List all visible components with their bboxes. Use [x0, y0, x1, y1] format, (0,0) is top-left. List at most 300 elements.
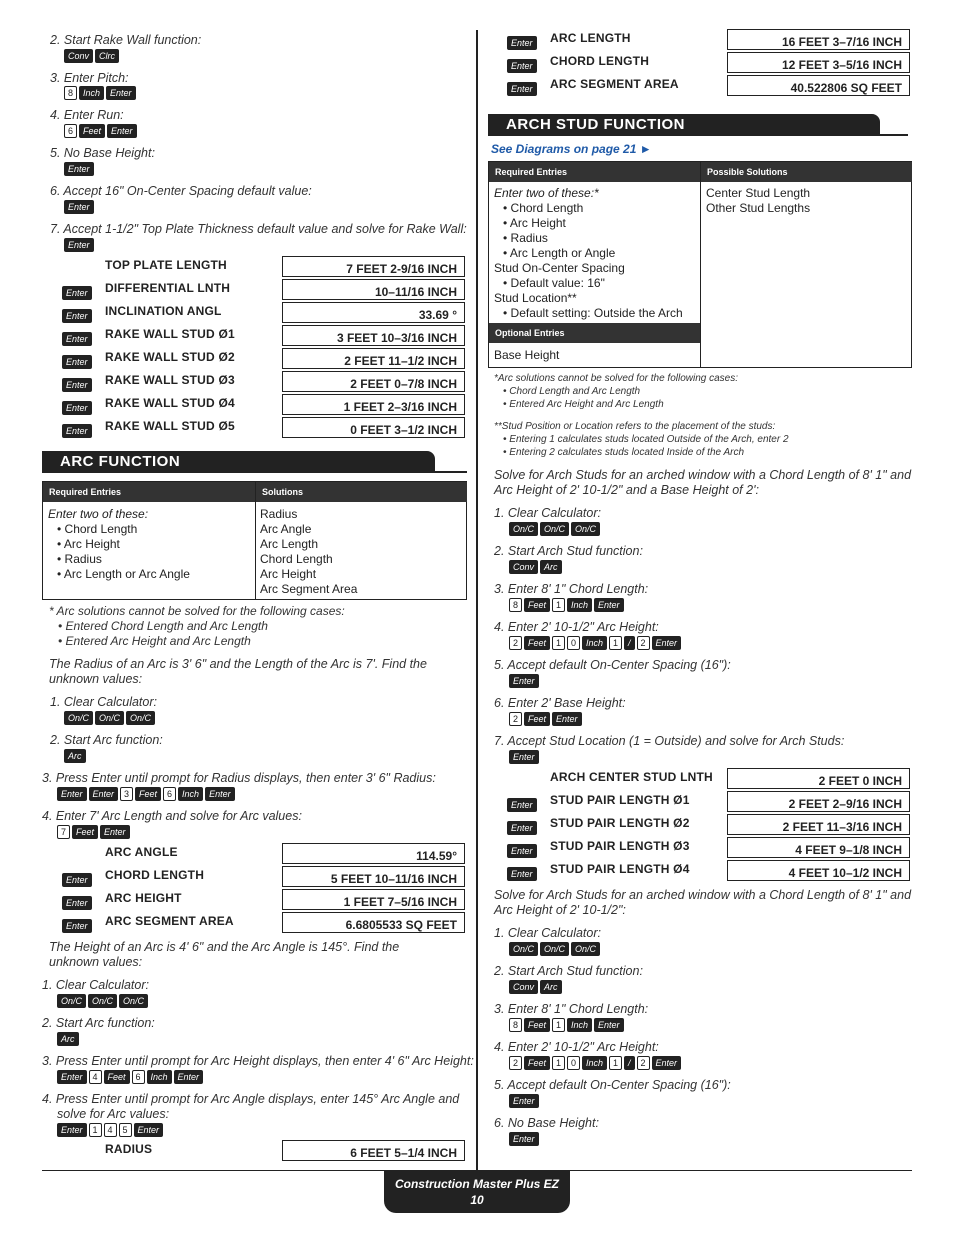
- stud-header-solutions: Possible Solutions: [701, 162, 912, 182]
- stud-ex1-step-7: 7. Accept Stud Location (1 = Outside) and solve for Arch Studs:: [494, 734, 845, 748]
- enter-key-icon: [62, 306, 92, 324]
- text-line: **Stud Position or Location refers to the placement of the studs:: [494, 421, 776, 432]
- key-4-button: 4: [104, 1123, 117, 1137]
- key-1-button: 1: [609, 636, 622, 650]
- enter-key-icon: [507, 56, 537, 74]
- stud-ex1-step-1: 1. Clear Calculator:: [494, 506, 601, 520]
- text-line: Arc Angle: [260, 522, 312, 536]
- arc-ex1-step-3: 3. Press Enter until prompt for Radius displays, then enter 3' 6" Radius:: [42, 771, 436, 785]
- rake-step-3-keys: [64, 86, 136, 100]
- stud-ex1-step-3-keys: [509, 598, 624, 612]
- key-8-button: 8: [509, 598, 522, 612]
- result-row: [487, 837, 912, 860]
- key-enter-button: Enter: [552, 712, 582, 726]
- text-line: The Height of an Arc is 4' 6" and the Arc Angle is 145°. Find the: [49, 940, 400, 954]
- text-line: • Default value: 16": [503, 276, 605, 290]
- enter-key-icon: [62, 916, 92, 934]
- key-enter-button: Enter: [509, 674, 539, 688]
- rake-step-7-keys: [64, 238, 94, 252]
- stud-ex1-step-1-keys: [509, 522, 600, 536]
- key-enter-button: Enter: [507, 82, 537, 96]
- stud-ex2-step-2: 2. Start Arch Stud function:: [494, 964, 643, 978]
- display-value: 12 FEET 3–5/16 INCH: [727, 52, 910, 73]
- rake-step-4-keys: [64, 124, 137, 138]
- key-enter-button: Enter: [62, 309, 92, 323]
- key-6-button: 6: [163, 787, 176, 801]
- arc-ex1-step-4-keys: [57, 825, 130, 839]
- key-enter-button: Enter: [62, 286, 92, 300]
- key-feet-button: Feet: [524, 636, 550, 650]
- key-clrc-button: Clrc: [95, 49, 119, 63]
- key-feet-button: Feet: [524, 598, 550, 612]
- arch-stud-entries-table: [488, 161, 912, 368]
- text-line: Other Stud Lengths: [706, 201, 811, 215]
- result-row: [42, 256, 467, 279]
- key---button: /: [624, 636, 635, 650]
- result-label: RAKE WALL STUD Ø2: [105, 350, 235, 364]
- result-label: DIFFERENTIAL LNTH: [105, 281, 231, 295]
- key-arc-button: Arc: [540, 980, 562, 994]
- key-1-button: 1: [552, 1018, 565, 1032]
- text-line: • Chord Length: [57, 522, 138, 536]
- key-2-button: 2: [509, 636, 522, 650]
- enter-key-icon: [507, 795, 537, 813]
- key-1-button: 1: [609, 1056, 622, 1070]
- text-line: unknown values:: [49, 672, 143, 686]
- text-line: • Chord Length and Arc Length: [503, 386, 641, 397]
- display-value: 10–11/16 INCH: [282, 279, 465, 300]
- arc-ex1-step-1: 1. Clear Calculator:: [50, 695, 157, 709]
- result-label: RAKE WALL STUD Ø1: [105, 327, 235, 341]
- key-conv-button: Conv: [64, 49, 93, 63]
- display-value: 2 FEET 11–3/16 INCH: [727, 814, 910, 835]
- stud-required-list: [494, 186, 683, 321]
- rake-step-5-keys: [64, 162, 94, 176]
- result-row: [487, 768, 912, 791]
- key-feet-button: Feet: [135, 787, 161, 801]
- result-label: ARC SEGMENT AREA: [550, 77, 679, 91]
- stud-optional-entry: Base Height: [494, 348, 560, 362]
- text-line: • Arc Length or Arc Angle: [57, 567, 190, 581]
- stud-ex2-step-6: 6. No Base Height:: [494, 1116, 599, 1130]
- key-enter-button: Enter: [507, 844, 537, 858]
- key-feet-button: Feet: [524, 1018, 550, 1032]
- enter-key-icon: [62, 329, 92, 347]
- key-enter-button: Enter: [507, 798, 537, 812]
- enter-key-icon: [62, 398, 92, 416]
- display-value: 4 FEET 9–1/8 INCH: [727, 837, 910, 858]
- stud-table-divider: [700, 162, 701, 367]
- rake-step-5: 5. No Base Height:: [50, 146, 155, 160]
- text-line: Chord Length: [260, 552, 333, 566]
- key-enter-button: Enter: [107, 124, 137, 138]
- result-row: [42, 348, 467, 371]
- result-row: [42, 843, 467, 866]
- result-row: [487, 75, 912, 98]
- arch-stud-banner-rule: [488, 134, 908, 136]
- text-line: Stud On-Center Spacing: [494, 261, 625, 275]
- key-enter-button: Enter: [62, 378, 92, 392]
- page-footer: [384, 1171, 570, 1213]
- result-label: CHORD LENGTH: [105, 868, 205, 882]
- key-inch-button: Inch: [582, 636, 607, 650]
- key-enter-button: Enter: [594, 598, 624, 612]
- key-2-button: 2: [637, 1056, 650, 1070]
- column-divider: [476, 30, 478, 1170]
- see-diagrams-link[interactable]: See Diagrams on page 21 ►: [491, 142, 652, 156]
- key-arc-button: Arc: [57, 1032, 79, 1046]
- key-8-button: 8: [509, 1018, 522, 1032]
- stud-ex2-step-4: 4. Enter 2' 10-1/2" Arc Height:: [494, 1040, 659, 1054]
- text-line: * Arc solutions cannot be solved for the following cases:: [49, 604, 345, 618]
- result-row: [42, 866, 467, 889]
- stud-ex2-step-1: 1. Clear Calculator:: [494, 926, 601, 940]
- arc-ex2-step-2-keys: [57, 1032, 79, 1046]
- arc-ex2-step-1: 1. Clear Calculator:: [42, 978, 149, 992]
- result-label: ARCH CENTER STUD LNTH: [550, 770, 713, 784]
- arc-example-1-intro: [49, 657, 427, 687]
- result-label: RAKE WALL STUD Ø4: [105, 396, 235, 410]
- stud-ex1-step-5: 5. Accept default On-Center Spacing (16"):: [494, 658, 731, 672]
- key-on-c-button: On/C: [509, 522, 538, 536]
- text-line: • Entered Arc Height and Arc Length: [58, 634, 251, 648]
- result-row: [42, 325, 467, 348]
- rake-step-6: 6. Accept 16" On-Center Spacing default value:: [50, 184, 312, 198]
- result-row: [487, 52, 912, 75]
- enter-key-icon: [62, 421, 92, 439]
- result-row: [487, 791, 912, 814]
- key-enter-button: Enter: [652, 636, 682, 650]
- stud-header-required: Required Entries: [489, 162, 700, 182]
- key-6-button: 6: [132, 1070, 145, 1084]
- key-enter-button: Enter: [62, 424, 92, 438]
- enter-key-icon: [62, 283, 92, 301]
- text-line: • Arc Height: [503, 216, 566, 230]
- text-line: Enter two of these:*: [494, 186, 599, 200]
- page-number: 10: [470, 1193, 484, 1207]
- result-row: [42, 417, 467, 440]
- key-enter-button: Enter: [62, 332, 92, 346]
- arc-ex2-step-2: 2. Start Arc function:: [42, 1016, 155, 1030]
- key-inch-button: Inch: [178, 787, 203, 801]
- arc-header-solutions: Solutions: [256, 482, 467, 502]
- display-value: 16 FEET 3–7/16 INCH: [727, 29, 910, 50]
- arc-required-list: [48, 507, 190, 582]
- key-inch-button: Inch: [582, 1056, 607, 1070]
- result-label: RAKE WALL STUD Ø5: [105, 419, 235, 433]
- stud-ex1-step-6: 6. Enter 2' Base Height:: [494, 696, 626, 710]
- key-enter-button: Enter: [652, 1056, 682, 1070]
- arc-ex2-step-4: [42, 1092, 459, 1122]
- key-enter-button: Enter: [507, 36, 537, 50]
- key-enter-button: Enter: [507, 821, 537, 835]
- key-on-c-button: On/C: [57, 994, 86, 1008]
- key-5-button: 5: [119, 1123, 132, 1137]
- arc-ex1-step-2-keys: [64, 749, 86, 763]
- stud-ex2-step-5: 5. Accept default On-Center Spacing (16"):: [494, 1078, 731, 1092]
- text-line: • Arc Length or Angle: [503, 246, 616, 260]
- display-value: 2 FEET 2–9/16 INCH: [727, 791, 910, 812]
- result-label: STUD PAIR LENGTH Ø2: [550, 816, 690, 830]
- display-value: 1 FEET 7–5/16 INCH: [282, 889, 465, 910]
- display-value: 2 FEET 0 INCH: [727, 768, 910, 789]
- enter-key-icon: [62, 375, 92, 393]
- key-enter-button: Enter: [62, 401, 92, 415]
- key-enter-button: Enter: [62, 919, 92, 933]
- stud-header-optional: Optional Entries: [489, 323, 700, 343]
- text-line: • Arc Height: [57, 537, 120, 551]
- key-0-button: 0: [567, 636, 580, 650]
- key-feet-button: Feet: [524, 1056, 550, 1070]
- enter-key-icon: [507, 33, 537, 51]
- key-enter-button: Enter: [507, 59, 537, 73]
- key-4-button: 4: [89, 1070, 102, 1084]
- stud-ex2-step-3-keys: [509, 1018, 624, 1032]
- text-line: Radius: [260, 507, 298, 521]
- arc-ex2-step-3-keys: [57, 1070, 203, 1084]
- text-line: Center Stud Length: [706, 186, 811, 200]
- display-value: 3 FEET 10–3/16 INCH: [282, 325, 465, 346]
- key-enter-button: Enter: [64, 200, 94, 214]
- key-7-button: 7: [57, 825, 70, 839]
- enter-key-icon: [507, 864, 537, 882]
- key-on-c-button: On/C: [540, 942, 569, 956]
- result-label: ARC LENGTH: [550, 31, 631, 45]
- key-enter-button: Enter: [174, 1070, 204, 1084]
- key-enter-button: Enter: [57, 787, 87, 801]
- arc-entries-table: [42, 481, 467, 600]
- text-line: Stud Location**: [494, 291, 577, 305]
- display-value: 0 FEET 3–1/2 INCH: [282, 417, 465, 438]
- result-label: STUD PAIR LENGTH Ø1: [550, 793, 690, 807]
- result-label: ARC SEGMENT AREA: [105, 914, 234, 928]
- arc-table-divider: [255, 482, 256, 599]
- key-2-button: 2: [509, 712, 522, 726]
- stud-ex1-step-6-keys: [509, 712, 582, 726]
- key-on-c-button: On/C: [126, 711, 155, 725]
- key-enter-button: Enter: [594, 1018, 624, 1032]
- result-label: RAKE WALL STUD Ø3: [105, 373, 235, 387]
- key-on-c-button: On/C: [571, 522, 600, 536]
- result-row: [487, 29, 912, 52]
- arc-function-banner: ARC FUNCTION: [42, 451, 435, 473]
- text-line: • Default setting: Outside the Arch: [503, 306, 683, 320]
- rake-step-2: 2. Start Rake Wall function:: [50, 33, 202, 47]
- text-line: • Entered Chord Length and Arc Length: [58, 619, 268, 633]
- key-2-button: 2: [637, 636, 650, 650]
- stud-ex1-step-2-keys: [509, 560, 562, 574]
- key-2-button: 2: [509, 1056, 522, 1070]
- key-0-button: 0: [567, 1056, 580, 1070]
- result-label: STUD PAIR LENGTH Ø3: [550, 839, 690, 853]
- display-value: 6 FEET 5–1/4 INCH: [282, 1140, 465, 1161]
- key-enter-button: Enter: [507, 867, 537, 881]
- display-value: 114.59°: [282, 843, 465, 864]
- arc-banner-rule: [42, 471, 467, 473]
- display-value: 33.69 °: [282, 302, 465, 323]
- key-enter-button: Enter: [62, 896, 92, 910]
- stud-ex1-step-7-keys: [509, 750, 539, 764]
- display-value: 2 FEET 11–1/2 INCH: [282, 348, 465, 369]
- text-line: • Entered Arc Height and Arc Length: [503, 399, 664, 410]
- display-value: 1 FEET 2–3/16 INCH: [282, 394, 465, 415]
- result-row: [42, 302, 467, 325]
- key-on-c-button: On/C: [509, 942, 538, 956]
- key-1-button: 1: [89, 1123, 102, 1137]
- display-value: 5 FEET 10–11/16 INCH: [282, 866, 465, 887]
- result-row: [42, 912, 467, 935]
- stud-example-1-intro: [494, 468, 911, 498]
- text-line: unknown values:: [49, 955, 143, 969]
- enter-key-icon: [507, 841, 537, 859]
- stud-ex1-step-4: 4. Enter 2' 10-1/2" Arc Height:: [494, 620, 659, 634]
- key-6-button: 6: [64, 124, 77, 138]
- text-line: • Radius: [57, 552, 102, 566]
- key-enter-button: Enter: [509, 1094, 539, 1108]
- key-on-c-button: On/C: [119, 994, 148, 1008]
- stud-ex2-step-6-keys: [509, 1132, 539, 1146]
- arc-header-required: Required Entries: [43, 482, 255, 502]
- arc-ex2-step-4-keys: [57, 1123, 163, 1137]
- text-line: • Entering 1 calculates studs located Outside of the Arch, enter 2: [503, 434, 789, 445]
- key-enter-button: Enter: [509, 1132, 539, 1146]
- display-value: 2 FEET 0–7/8 INCH: [282, 371, 465, 392]
- display-value: 6.6805533 SQ FEET: [282, 912, 465, 933]
- enter-key-icon: [62, 870, 92, 888]
- rake-step-3: 3. Enter Pitch:: [50, 71, 129, 85]
- key-1-button: 1: [552, 598, 565, 612]
- arc-note: [49, 604, 345, 649]
- key---button: /: [624, 1056, 635, 1070]
- key-inch-button: Inch: [79, 86, 104, 100]
- key-enter-button: Enter: [89, 787, 119, 801]
- arc-ex1-step-2: 2. Start Arc function:: [50, 733, 163, 747]
- arc-ex1-step-4: 4. Enter 7' Arc Length and solve for Arc values:: [42, 809, 302, 823]
- text-line: Arc Segment Area: [260, 582, 358, 596]
- result-row: [487, 860, 912, 883]
- key-enter-button: Enter: [205, 787, 235, 801]
- text-line: Arc Height of 2' 10-1/2" and a Base Height of 2':: [494, 483, 759, 497]
- key-arc-button: Arc: [540, 560, 562, 574]
- key-conv-button: Conv: [509, 980, 538, 994]
- key-enter-button: Enter: [62, 355, 92, 369]
- display-value: 7 FEET 2-9/16 INCH: [282, 256, 465, 277]
- text-line: The Radius of an Arc is 3' 6" and the Length of the Arc is 7'. Find the: [49, 657, 427, 671]
- stud-ex1-step-4-keys: [509, 636, 681, 650]
- text-line: Enter two of these:: [48, 507, 149, 521]
- result-label: CHORD LENGTH: [550, 54, 650, 68]
- key-1-button: 1: [552, 1056, 565, 1070]
- enter-key-icon: [62, 352, 92, 370]
- key-on-c-button: On/C: [95, 711, 124, 725]
- result-label: TOP PLATE LENGTH: [105, 258, 227, 272]
- stud-ex1-step-5-keys: [509, 674, 539, 688]
- key-enter-button: Enter: [106, 86, 136, 100]
- key-arc-button: Arc: [64, 749, 86, 763]
- key-3-button: 3: [120, 787, 133, 801]
- key-inch-button: Inch: [567, 598, 592, 612]
- result-label: STUD PAIR LENGTH Ø4: [550, 862, 690, 876]
- rake-step-6-keys: [64, 200, 94, 214]
- key-enter-button: Enter: [64, 238, 94, 252]
- rake-step-2-keys: [64, 49, 119, 63]
- key-feet-button: Feet: [72, 825, 98, 839]
- key-conv-button: Conv: [509, 560, 538, 574]
- enter-key-icon: [62, 893, 92, 911]
- result-label: INCLINATION ANGL: [105, 304, 222, 318]
- key-inch-button: Inch: [147, 1070, 172, 1084]
- arc-ex1-step-1-keys: [64, 711, 155, 725]
- stud-ex2-step-5-keys: [509, 1094, 539, 1108]
- key-enter-button: Enter: [57, 1070, 87, 1084]
- key-1-button: 1: [552, 636, 565, 650]
- text-line: • Entering 2 calculates studs located Inside of the Arch: [503, 447, 745, 458]
- rake-step-7: 7. Accept 1-1/2" Top Plate Thickness default value and solve for Rake Wall:: [50, 222, 467, 236]
- result-row: [42, 889, 467, 912]
- key-feet-button: Feet: [524, 712, 550, 726]
- enter-key-icon: [507, 818, 537, 836]
- text-line: Solve for Arch Studs for an arched window with a Chord Length of 8' 1" and: [494, 888, 912, 902]
- stud-ex1-step-3: 3. Enter 8' 1" Chord Length:: [494, 582, 649, 596]
- stud-example-2-intro: [494, 888, 911, 918]
- result-row: [487, 814, 912, 837]
- key-feet-button: Feet: [104, 1070, 130, 1084]
- key-enter-button: Enter: [100, 825, 130, 839]
- key-inch-button: Inch: [567, 1018, 592, 1032]
- key-enter-button: Enter: [509, 750, 539, 764]
- rake-step-4: 4. Enter Run:: [50, 108, 124, 122]
- result-row: [42, 394, 467, 417]
- stud-ex2-step-3: 3. Enter 8' 1" Chord Length:: [494, 1002, 649, 1016]
- key-8-button: 8: [64, 86, 77, 100]
- result-row: [42, 371, 467, 394]
- arc-ex2-step-1-keys: [57, 994, 148, 1008]
- text-line: *Arc solutions cannot be solved for the following cases:: [494, 373, 739, 384]
- key-on-c-button: On/C: [64, 711, 93, 725]
- text-line: • Chord Length: [503, 201, 584, 215]
- stud-ex2-step-4-keys: [509, 1056, 681, 1070]
- key-on-c-button: On/C: [571, 942, 600, 956]
- result-label: ARC ANGLE: [105, 845, 178, 859]
- key-enter-button: Enter: [57, 1123, 87, 1137]
- display-value: 4 FEET 10–1/2 INCH: [727, 860, 910, 881]
- text-line: Arc Height: [260, 567, 317, 581]
- key-on-c-button: On/C: [540, 522, 569, 536]
- key-feet-button: Feet: [79, 124, 105, 138]
- key-enter-button: Enter: [64, 162, 94, 176]
- stud-solutions-list: [706, 186, 810, 216]
- stud-ex1-step-2: 2. Start Arch Stud function:: [494, 544, 643, 558]
- text-line: Arc Length: [260, 537, 319, 551]
- result-row: [42, 279, 467, 302]
- key-on-c-button: On/C: [88, 994, 117, 1008]
- result-label: ARC HEIGHT: [105, 891, 182, 905]
- arc-ex1-step-3-keys: [57, 787, 235, 801]
- arch-stud-banner: ARCH STUD FUNCTION: [488, 114, 880, 136]
- text-line: 4. Press Enter until prompt for Arc Angle displays, enter 145° Arc Angle and: [42, 1092, 460, 1106]
- text-line: solve for Arc values:: [57, 1107, 170, 1121]
- key-enter-button: Enter: [62, 873, 92, 887]
- display-value: 40.522806 SQ FEET: [727, 75, 910, 96]
- text-line: • Radius: [503, 231, 548, 245]
- result-row: [42, 1140, 467, 1163]
- stud-ex2-step-2-keys: [509, 980, 562, 994]
- arc-example-2-intro: [49, 940, 399, 970]
- text-line: Arc Height of 2' 10-1/2":: [494, 903, 626, 917]
- arc-ex2-step-3: 3. Press Enter until prompt for Arc Height displays, then enter 4' 6" Arc Height:: [42, 1054, 474, 1068]
- result-label: RADIUS: [105, 1142, 153, 1156]
- stud-ex2-step-1-keys: [509, 942, 600, 956]
